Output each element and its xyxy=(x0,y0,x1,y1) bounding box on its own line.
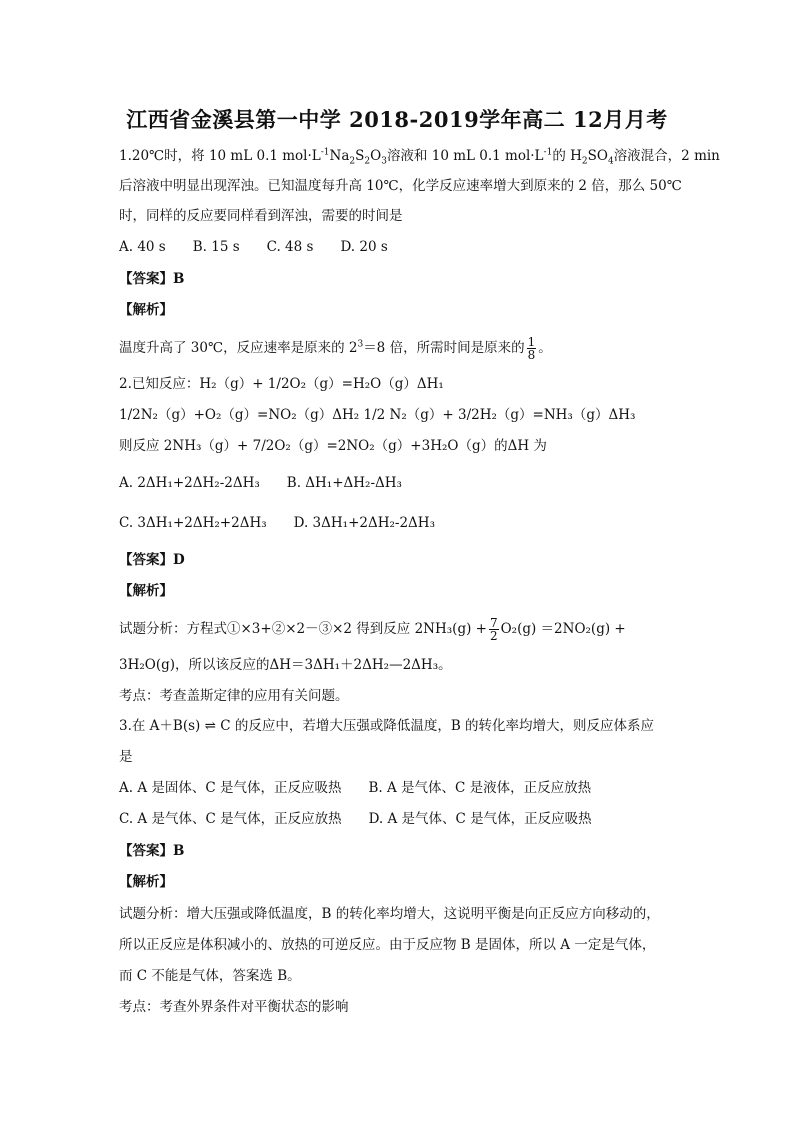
q3-analysis-label: 【解析】 xyxy=(119,874,173,890)
q3-analysis-line-3: 而 C 不能是气体，答案选 B。 xyxy=(119,968,301,984)
q1-line-2: 后溶液中明显出现浑浊。已知温度每升高 10℃，化学反应速率增大到原来的 2 倍，那么 50℃ xyxy=(119,178,682,194)
q1-sup: -1 xyxy=(320,147,330,158)
fraction-one-eighth xyxy=(527,336,537,361)
q2-analysis-text: 试题分析：方程式①×3+②×2－③×2 得到反应 2NH₃(g) + xyxy=(119,621,487,637)
q2-options-cd: C. 3ΔH₁+2ΔH₂+2ΔH₃ D. 3ΔH₁+2ΔH₂-2ΔH₃ xyxy=(119,515,435,531)
q1-sub: 2 xyxy=(581,156,588,167)
q2-line-3: 则反应 2NH₃（g）+ 7/2O₂（g）=2NO₂（g）+3H₂O（g）的ΔH 为 xyxy=(119,438,547,454)
q2-line-1: 2.已知反应：H₂（g）+ 1/2O₂（g）=H₂O（g）ΔH₁ xyxy=(119,376,444,392)
q1-text: Na xyxy=(329,148,350,164)
q2-options-ab: A. 2ΔH₁+2ΔH₂-2ΔH₃ B. ΔH₁+ΔH₂-ΔH₃ xyxy=(119,475,402,491)
q1-sub: 4 xyxy=(607,156,614,167)
q3-line-2: 是 xyxy=(119,749,133,765)
q3-analysis-line-1: 试题分析：增大压强或降低温度，B 的转化率均增大，这说明平衡是向正反应方向移动的， xyxy=(119,906,660,922)
q3-options-cd: C. A 是气体、C 是气体，正反应放热 D. A 是气体、C 是气体，正反应吸热 xyxy=(119,811,592,827)
q1-sub: 2 xyxy=(349,156,356,167)
q1-text: 溶液混合，2 min xyxy=(613,148,720,164)
q1-analysis-text: 。 xyxy=(538,340,552,356)
q3-answer: 【答案】B xyxy=(119,843,185,859)
q2-analysis-label: 【解析】 xyxy=(119,583,173,599)
fraction-numerator: 1 xyxy=(527,335,536,349)
fraction-denominator: 8 xyxy=(527,348,536,362)
q1-analysis xyxy=(119,336,552,361)
q1-analysis-sup: 3 xyxy=(357,339,364,350)
fraction-seven-halves xyxy=(489,617,499,642)
q2-answer: 【答案】D xyxy=(119,552,185,568)
q1-text: 的 H xyxy=(552,148,582,164)
q3-analysis-line-2: 所以正反应是体积减小的、放热的可逆反应。由于反应物 B 是固体，所以 A 一定是气体， xyxy=(119,937,656,953)
q1-line-1 xyxy=(119,146,720,166)
q1-analysis-text: 温度升高了 30℃，反应速率是原来的 2 xyxy=(119,340,358,356)
q2-line-2: 1/2N₂（g）+O₂（g）=NO₂（g）ΔH₂ 1/2 N₂（g）+ 3/2H₂（g）=NH₃（g）ΔH₃ xyxy=(119,407,636,423)
q1-text: SO xyxy=(587,148,608,164)
q3-options-ab: A. A 是固体、C 是气体，正反应吸热 B. A 是气体、C 是液体，正反应放热 xyxy=(119,780,592,796)
q1-text: S xyxy=(355,148,365,164)
q1-sub: 3 xyxy=(381,156,387,167)
q1-analysis-text: ＝8 倍，所需时间是原来的 xyxy=(363,340,525,356)
fraction-denominator: 2 xyxy=(489,629,498,643)
q2-kaodian: 考点：考查盖斯定律的应用有关问题。 xyxy=(119,688,349,704)
q1-sub: 2 xyxy=(364,156,371,167)
q1-text: O xyxy=(370,148,382,164)
page-title: 江西省金溪县第一中学 2018-2019学年高二 12月月考 xyxy=(126,107,668,132)
q1-line-3: 时，同样的反应要同样看到浑浊，需要的时间是 xyxy=(119,208,403,224)
q1-sup: -1 xyxy=(543,147,553,158)
q2-analysis-line-1 xyxy=(119,617,626,642)
q2-analysis-text: O₂(g) ＝2NO₂(g) + xyxy=(500,621,626,637)
q1-answer: 【答案】B xyxy=(119,271,185,287)
q3-kaodian: 考点：考查外界条件对平衡状态的影响 xyxy=(119,999,349,1015)
q1-analysis-label: 【解析】 xyxy=(119,302,173,318)
q2-analysis-line-2: 3H₂O(g)，所以该反应的ΔH＝3ΔH₁＋2ΔH₂—2ΔH₃。 xyxy=(119,657,452,673)
q3-line-1: 3.在 A＋B(s) ⇌ C 的反应中，若增大压强或降低温度，B 的转化率均增大，则反应体系应 xyxy=(119,718,655,734)
q1-options: A. 40 s B. 15 s C. 48 s D. 20 s xyxy=(119,239,388,255)
q1-text: 溶液和 10 mL 0.1 mol·L xyxy=(386,148,544,164)
fraction-numerator: 7 xyxy=(489,616,498,630)
q1-text: 1.20℃时，将 10 mL 0.1 mol·L xyxy=(119,148,321,164)
